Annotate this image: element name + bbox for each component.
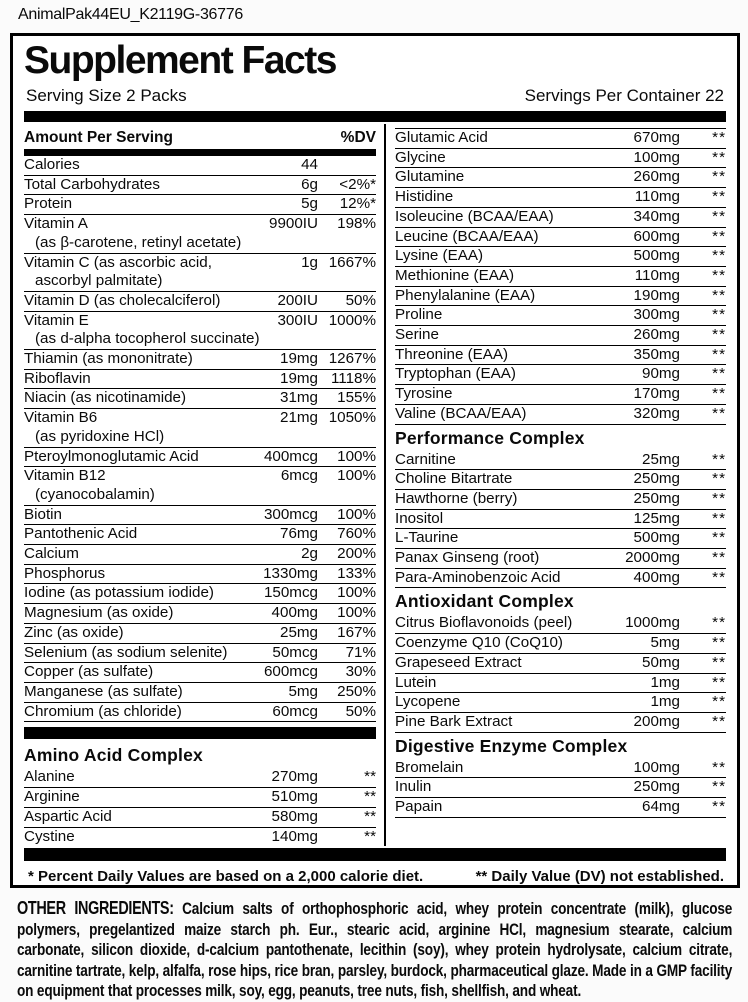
nutrient-name: Glutamine <box>395 168 465 186</box>
nutrient-dv: 30% <box>345 663 376 681</box>
nutrient-row <box>395 365 726 385</box>
nutrient-dv: 50% <box>345 702 376 720</box>
nutrient-amount: 200IU <box>277 291 318 309</box>
other-ingredients-label: OTHER INGREDIENTS: <box>17 898 174 918</box>
nutrient-dv: ** <box>712 529 726 547</box>
nutrient-name: Pantothenic Acid <box>24 525 138 543</box>
left-column-rows <box>24 156 376 846</box>
nutrient-subname: (cyanocobalamin) <box>35 485 155 503</box>
nutrient-amount: 5mg <box>288 682 318 700</box>
nutrient-name: Riboflavin <box>24 369 91 387</box>
nutrient-amount: 320mg <box>633 404 680 422</box>
nutrient-row <box>395 759 726 779</box>
nutrient-dv: 133% <box>337 564 376 582</box>
nutrient-dv: 250% <box>337 682 376 700</box>
nutrient-amount: 150mcg <box>263 584 318 602</box>
nutrient-dv: ** <box>364 807 376 825</box>
nutrient-dv: ** <box>712 798 726 816</box>
nutrient-amount: 6g <box>301 175 318 193</box>
nutrient-name: Vitamin D (as cholecalciferol) <box>24 291 221 309</box>
nutrient-row <box>395 128 726 149</box>
nutrient-amount: 125mg <box>633 509 680 527</box>
nutrient-name: Vitamin B6 <box>24 409 98 427</box>
nutrient-dv: 1267% <box>328 350 376 368</box>
nutrient-dv: 100% <box>337 584 376 602</box>
nutrient-name: Copper (as sulfate) <box>24 663 154 681</box>
supplement-facts-panel <box>10 33 740 888</box>
nutrient-row <box>24 506 376 526</box>
nutrient-row <box>395 470 726 490</box>
nutrient-row <box>395 490 726 510</box>
nutrient-dv: ** <box>712 227 726 245</box>
nutrient-name: Cystine <box>24 827 75 845</box>
nutrient-name: Papain <box>395 798 443 816</box>
nutrient-dv: ** <box>712 306 726 324</box>
nutrient-row <box>24 788 376 808</box>
nutrient-name: Magnesium (as oxide) <box>24 604 174 622</box>
nutrient-row <box>395 208 726 228</box>
nutrient-row <box>395 451 726 471</box>
nutrient-amount: 400mcg <box>263 447 318 465</box>
nutrient-amount: 1000mg <box>625 614 680 632</box>
nutrient-amount: 580mg <box>271 807 318 825</box>
nutrient-dv: ** <box>712 129 726 146</box>
nutrient-dv: 198% <box>337 215 376 233</box>
nutrient-amount: 2g <box>301 545 318 563</box>
nutrient-amount: 110mg <box>634 266 680 284</box>
nutrient-name: Total Carbohydrates <box>24 175 160 193</box>
nutrient-dv: 760% <box>337 525 376 543</box>
nutrient-name: Niacin (as nicotinamide) <box>24 389 187 407</box>
nutrient-amount: 140mg <box>271 827 318 845</box>
nutrient-dv: 167% <box>337 623 376 641</box>
nutrient-amount: 2000mg <box>625 549 680 567</box>
top-divider-bar <box>24 111 726 122</box>
nutrient-amount: 5mg <box>650 634 680 652</box>
nutrient-name: Lysine (EAA) <box>395 247 484 265</box>
nutrient-dv: ** <box>712 450 726 468</box>
nutrient-name: Isoleucine (BCAA/EAA) <box>395 207 554 225</box>
nutrient-row <box>395 510 726 530</box>
nutrient-name: Chromium (as chloride) <box>24 702 182 720</box>
nutrient-subname: (as β-carotene, retinyl acetate) <box>35 233 242 251</box>
nutrient-row <box>395 713 726 733</box>
nutrient-name: Grapeseed Extract <box>395 653 522 671</box>
nutrient-amount: 510mg <box>271 788 318 806</box>
nutrient-row <box>24 156 376 176</box>
right-column-rows <box>395 128 726 818</box>
nutrient-amount: 260mg <box>633 326 680 344</box>
nutrient-dv: 12%* <box>339 195 376 213</box>
nutrient-amount: 400mg <box>271 604 318 622</box>
nutrient-row <box>395 778 726 798</box>
nutrient-amount: 110mg <box>634 188 680 206</box>
nutrient-dv: ** <box>712 549 726 567</box>
nutrient-name: Glutamic Acid <box>395 129 488 146</box>
nutrient-row <box>395 614 726 634</box>
nutrient-row <box>24 644 376 664</box>
nutrient-name: Alanine <box>24 768 75 786</box>
nutrient-name: Phenylalanine (EAA) <box>395 286 536 304</box>
nutrient-row <box>24 604 376 624</box>
nutrient-amount: 400mg <box>633 568 680 586</box>
section-header: Digestive Enzyme Complex <box>395 735 628 756</box>
nutrient-name: Para-Aminobenzoic Acid <box>395 568 561 586</box>
section-header: Antioxidant Complex <box>395 591 574 612</box>
nutrient-dv: 1667% <box>328 253 376 271</box>
nutrient-row <box>395 569 726 589</box>
nutrient-name: Lycopene <box>395 693 461 711</box>
nutrient-name: Manganese (as sulfate) <box>24 682 183 700</box>
nutrient-dv: 1118% <box>330 369 376 387</box>
nutrient-row <box>24 525 376 545</box>
nutrient-amount: 190mg <box>633 286 680 304</box>
nutrient-amount: 250mg <box>633 778 680 796</box>
nutrient-amount: 350mg <box>633 345 680 363</box>
nutrient-dv: ** <box>712 404 726 422</box>
nutrient-row <box>24 195 376 215</box>
footnote-daily-value: * Percent Daily Values are based on a 2,000 calorie diet. <box>28 868 424 885</box>
nutrient-amount: 19mg <box>280 350 318 368</box>
nutrient-name: Methionine (EAA) <box>395 266 515 284</box>
nutrient-dv: ** <box>712 148 726 166</box>
header-underline-bar <box>24 149 376 156</box>
nutrient-name: Inositol <box>395 509 444 527</box>
nutrient-amount: 200mg <box>633 712 680 730</box>
nutrient-dv: 1000% <box>328 311 376 329</box>
nutrient-subname: ascorbyl palmitate) <box>35 272 163 290</box>
nutrient-amount: 1mg <box>650 693 680 711</box>
nutrient-amount: 1g <box>301 253 318 271</box>
nutrient-name: Glycine <box>395 148 446 166</box>
nutrient-name: Pteroylmonoglutamic Acid <box>24 447 199 465</box>
amount-per-serving-header: Amount Per Serving <box>24 129 173 146</box>
nutrient-name: Bromelain <box>395 758 464 776</box>
nutrient-dv: ** <box>712 673 726 691</box>
nutrient-amount: 100mg <box>633 148 680 166</box>
nutrient-name: Tyrosine <box>395 385 453 403</box>
nutrient-dv: ** <box>712 712 726 730</box>
nutrient-dv: ** <box>712 326 726 344</box>
nutrient-dv: ** <box>712 693 726 711</box>
nutrient-amount: 300mcg <box>263 505 318 523</box>
nutrient-row <box>395 326 726 346</box>
nutrient-amount: 44 <box>301 156 318 173</box>
nutrient-name: Panax Ginseng (root) <box>395 549 540 567</box>
nutrient-name: Vitamin A <box>24 215 88 233</box>
nutrient-amount: 25mg <box>642 450 680 468</box>
nutrient-row <box>24 565 376 585</box>
nutrient-amount: 340mg <box>633 207 680 225</box>
nutrient-dv: 200% <box>337 545 376 563</box>
nutrient-dv: 71% <box>345 643 376 661</box>
nutrient-amount: 1330mg <box>263 564 318 582</box>
nutrient-name: Inulin <box>395 778 432 796</box>
nutrient-row <box>24 624 376 644</box>
nutrient-name: Selenium (as sodium selenite) <box>24 643 228 661</box>
nutrient-amount: 270mg <box>271 768 318 786</box>
nutrient-row <box>24 808 376 828</box>
nutrient-row <box>24 768 376 788</box>
nutrient-subname: (as pyridoxine HCl) <box>35 427 165 445</box>
nutrient-row <box>24 683 376 703</box>
nutrient-dv: ** <box>712 207 726 225</box>
nutrient-amount: 50mg <box>642 653 680 671</box>
nutrient-amount: 19mg <box>280 369 318 387</box>
nutrient-dv: ** <box>712 247 726 265</box>
other-ingredients-text: Calcium salts of orthophosphoric acid, whey protein concentrate (milk), glucose polymers, pregelantized maize starch ph. Eur., stearic acid, arginine HCl, magnesium stearate, calcium carbonate, silicon dioxide, d-calcium pantothenate, lecithin (soy), whey protein hydrolysate, calcium citrate, carnitine tartrate, kelp, alfalfa, rose hips, rice bran, parsley, burdock, pharmaceutical glaze. Made in a GMP facility on equipment that processes milk, soy, egg, peanuts, tree nuts, fish, shellfish, and wheat. <box>17 899 733 1000</box>
nutrient-name: Citrus Bioflavonoids (peel) <box>395 614 573 632</box>
panel-title: Supplement Facts <box>24 39 336 82</box>
nutrient-row <box>395 674 726 694</box>
nutrient-dv: ** <box>712 188 726 206</box>
nutrient-amount: 500mg <box>633 247 680 265</box>
nutrient-dv: ** <box>712 365 726 383</box>
nutrient-dv: ** <box>712 778 726 796</box>
nutrient-name: Phosphorus <box>24 564 106 582</box>
nutrient-row <box>24 389 376 409</box>
nutrient-name: Iodine (as potassium iodide) <box>24 584 214 602</box>
nutrient-dv: ** <box>712 168 726 186</box>
nutrient-name: Carnitine <box>395 450 456 468</box>
nutrient-name: Tryptophan (EAA) <box>395 365 516 383</box>
nutrient-dv: ** <box>712 509 726 527</box>
nutrient-row <box>395 306 726 326</box>
nutrient-row <box>395 654 726 674</box>
nutrient-row <box>395 634 726 654</box>
nutrient-name: Thiamin (as mononitrate) <box>24 350 193 368</box>
nutrient-row <box>395 405 726 425</box>
footnotes-row <box>24 861 726 886</box>
nutrient-name: Biotin <box>24 505 62 523</box>
nutrient-amount: 170mg <box>633 385 680 403</box>
nutrient-name: Hawthorne (berry) <box>395 489 518 507</box>
nutrient-dv: ** <box>364 827 376 845</box>
nutrient-row <box>24 828 376 847</box>
nutrient-amount: 21mg <box>280 409 318 427</box>
nutrient-dv: 100% <box>337 467 376 485</box>
percent-dv-header: %DV <box>340 129 376 146</box>
nutrient-amount: 9900IU <box>269 215 318 233</box>
nutrient-row <box>24 584 376 604</box>
nutrient-row <box>24 350 376 370</box>
nutrient-amount: 5g <box>301 195 318 213</box>
nutrient-name: Histidine <box>395 188 454 206</box>
nutrient-dv: ** <box>712 568 726 586</box>
nutrient-amount: 600mcg <box>263 663 318 681</box>
left-column-header <box>24 128 376 147</box>
serving-size: Serving Size 2 Packs <box>26 86 187 105</box>
nutrient-amount: 76mg <box>280 525 318 543</box>
nutrient-amount: 6mcg <box>280 467 318 485</box>
nutrient-dv: ** <box>364 768 376 786</box>
nutrient-name: Zinc (as oxide) <box>24 623 124 641</box>
nutrient-subname: (as d-alpha tocopherol succinate) <box>35 330 260 348</box>
nutrient-name: Vitamin E <box>24 311 89 329</box>
product-code: AnimalPak44EU_K2119G-36776 <box>18 6 243 23</box>
nutrient-name: Vitamin B12 <box>24 467 106 485</box>
nutrient-dv: 100% <box>337 604 376 622</box>
nutrient-amount: 500mg <box>633 529 680 547</box>
nutrient-row <box>395 149 726 169</box>
nutrient-row <box>24 663 376 683</box>
nutrient-row <box>395 693 726 713</box>
nutrient-row <box>395 267 726 287</box>
nutrient-row <box>24 176 376 196</box>
nutrient-row <box>24 545 376 565</box>
nutrient-amount: 90mg <box>642 365 680 383</box>
nutrient-dv: ** <box>712 634 726 652</box>
nutrient-dv: ** <box>712 489 726 507</box>
nutrient-row <box>395 798 726 818</box>
nutrient-name: Proline <box>395 306 443 324</box>
nutrient-dv: 1050% <box>328 409 376 427</box>
nutrient-row <box>395 188 726 208</box>
bottom-divider-bar <box>24 848 726 861</box>
nutrient-name: Threonine (EAA) <box>395 345 509 363</box>
nutrient-dv: 50% <box>345 291 376 309</box>
nutrient-dv: ** <box>712 345 726 363</box>
nutrient-row <box>395 529 726 549</box>
nutrient-row <box>395 549 726 569</box>
nutrient-dv: ** <box>712 385 726 403</box>
nutrient-name: Leucine (BCAA/EAA) <box>395 227 539 245</box>
serving-info-row <box>24 86 726 106</box>
footnote-not-established: ** Daily Value (DV) not established. <box>475 868 724 885</box>
left-column <box>24 124 376 846</box>
nutrient-amount: 250mg <box>633 470 680 488</box>
nutrient-amount: 1mg <box>650 673 680 691</box>
nutrient-row <box>395 385 726 405</box>
nutrient-row <box>24 467 376 505</box>
nutrient-row <box>395 168 726 188</box>
nutrient-row <box>395 287 726 307</box>
nutrient-amount: 670mg <box>633 129 680 146</box>
other-ingredients-paragraph <box>17 898 732 1002</box>
nutrient-amount: 50mcg <box>272 643 318 661</box>
nutrient-amount: 64mg <box>642 798 680 816</box>
nutrient-dv: ** <box>712 614 726 632</box>
nutrient-row <box>24 292 376 312</box>
servings-per-container: Servings Per Container 22 <box>524 86 724 105</box>
nutrient-name: L-Taurine <box>395 529 459 547</box>
nutrient-name: Valine (BCAA/EAA) <box>395 404 527 422</box>
section-divider-bar <box>24 727 376 739</box>
section-header: Amino Acid Complex <box>24 745 203 766</box>
nutrient-dv: ** <box>712 758 726 776</box>
nutrient-name: Protein <box>24 195 73 213</box>
nutrient-amount: 60mcg <box>272 702 318 720</box>
nutrient-dv: ** <box>712 266 726 284</box>
nutrient-amount: 250mg <box>633 489 680 507</box>
nutrient-row <box>395 247 726 267</box>
nutrient-row <box>24 448 376 468</box>
nutrient-row <box>24 312 376 350</box>
nutrient-dv: ** <box>712 470 726 488</box>
nutrient-name: Calories <box>24 156 80 173</box>
nutrient-row <box>24 703 376 723</box>
nutrient-name: Choline Bitartrate <box>395 470 513 488</box>
nutrient-name: Arginine <box>24 788 80 806</box>
nutrient-name: Pine Bark Extract <box>395 712 513 730</box>
nutrient-dv: 155% <box>337 389 376 407</box>
nutrient-amount: 25mg <box>280 623 318 641</box>
nutrient-row <box>24 409 376 447</box>
nutrient-amount: 600mg <box>633 227 680 245</box>
nutrient-row <box>395 228 726 248</box>
nutrient-amount: 260mg <box>633 168 680 186</box>
nutrient-name: Aspartic Acid <box>24 807 112 825</box>
right-column <box>384 124 726 846</box>
nutrient-amount: 31mg <box>280 389 318 407</box>
nutrient-name: Coenzyme Q10 (CoQ10) <box>395 634 563 652</box>
nutrient-row <box>24 215 376 253</box>
nutrient-name: Vitamin C (as ascorbic acid, <box>24 253 212 271</box>
section-header: Performance Complex <box>395 427 585 448</box>
nutrient-name: Serine <box>395 326 439 344</box>
nutrient-row <box>24 254 376 292</box>
nutrient-dv: ** <box>364 788 376 806</box>
nutrient-dv: ** <box>712 653 726 671</box>
nutrient-amount: 300mg <box>633 306 680 324</box>
nutrient-name: Lutein <box>395 673 437 691</box>
nutrient-row <box>24 370 376 390</box>
nutrient-columns <box>24 124 726 846</box>
nutrient-amount: 300IU <box>277 311 318 329</box>
nutrient-name: Calcium <box>24 545 79 563</box>
nutrient-dv: <2%* <box>339 175 376 193</box>
nutrient-dv: ** <box>712 286 726 304</box>
nutrient-dv: 100% <box>337 505 376 523</box>
nutrient-dv: 100% <box>337 447 376 465</box>
nutrient-row <box>395 346 726 366</box>
nutrient-amount: 100mg <box>633 758 680 776</box>
